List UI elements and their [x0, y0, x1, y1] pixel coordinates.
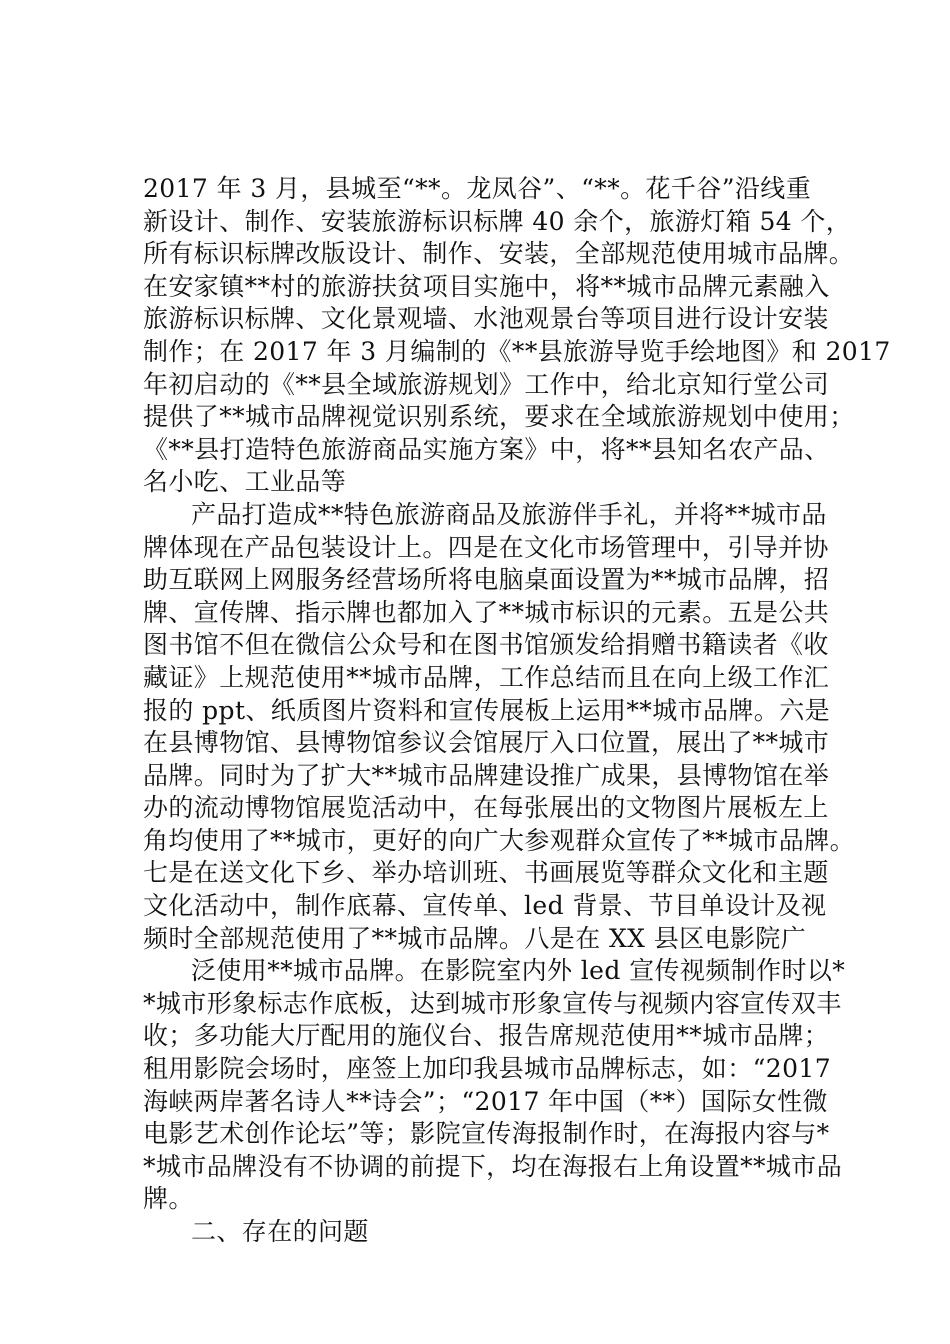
- text-line: 助互联网上网服务经营场所将电脑桌面设置为**城市品牌，招: [143, 565, 830, 595]
- text-line: 名小吃、工业品等: [143, 467, 347, 497]
- paragraph-p2: [143, 499, 856, 955]
- text-line: 报的 ppt、纸质图片资料和宣传展板上运用**城市品牌。六是: [143, 695, 831, 725]
- text-line: 牌、宣传牌、指示牌也都加入了**城市标识的元素。五是公共: [143, 597, 830, 627]
- paragraph-p1: [143, 173, 891, 499]
- text-line: 二、存在的问题: [191, 1217, 369, 1246]
- text-line: 藏证》上规范使用**城市品牌，工作总结而且在向上级工作汇: [143, 662, 830, 692]
- text-line: 年初启动的《**县全域旅游规划》工作中，给北京知行堂公司: [143, 369, 830, 399]
- text-line: 频时全部规范使用了**城市品牌。八是在 XX 县区电影院广: [143, 923, 807, 953]
- text-line: 电影艺术创作论坛”等；影院宣传海报制作时，在海报内容与*: [143, 1119, 830, 1149]
- document-body: [143, 173, 891, 1249]
- text-line: 制作；在 2017 年 3 月编制的《**县旅游导览手绘地图》和 2017: [143, 336, 891, 366]
- text-line: *城市品牌没有不协调的前提下，均在海报右上角设置**城市品: [143, 1151, 843, 1181]
- text-line: 角均使用了**城市，更好的向广大参观群众宣传了**城市品牌。: [143, 825, 856, 855]
- text-line: 在县博物馆、县博物馆参议会馆展厅入口位置，展出了**城市: [143, 728, 830, 758]
- text-line: 文化活动中，制作底幕、宣传单、led 背景、节目单设计及视: [143, 891, 827, 921]
- text-line: 2017 年 3 月，县城至“**。龙凤谷”、“**。花千谷”沿线重: [143, 174, 812, 203]
- text-line: *城市形象标志作底板，达到城市形象宣传与视频内容宣传双丰: [143, 988, 842, 1018]
- text-line: 旅游标识标牌、文化景观墙、水池观景台等项目进行设计安装: [143, 304, 829, 334]
- text-line: 图书馆不但在微信公众号和在图书馆颁发给捐赠书籍读者《收: [143, 630, 829, 660]
- text-line: 办的流动博物馆展览活动中，在每张展出的文物图片展板左上: [143, 793, 829, 823]
- text-line: 所有标识标牌改版设计、制作、安装，全部规范使用城市品牌。: [143, 239, 855, 269]
- text-line: 牌体现在产品包装设计上。四是在文化市场管理中，引导并协: [143, 532, 829, 562]
- paragraph-p4: [143, 1216, 833, 1249]
- text-line: 品牌。同时为了扩大**城市品牌建设推广成果，县博物馆在举: [143, 760, 830, 790]
- text-line: 《**县打造特色旅游商品实施方案》中，将**县知名农产品、: [143, 434, 830, 464]
- text-line: 泛使用**城市品牌。在影院室内外 led 宣传视频制作时以*: [191, 956, 846, 986]
- text-line: 租用影院会场时，座签上加印我县城市品牌标志，如：“2017: [143, 1054, 832, 1084]
- text-line: 收；多功能大厅配用的施仪台、报告席规范使用**城市品牌；: [143, 1021, 830, 1051]
- text-line: 牌。: [143, 1184, 194, 1214]
- text-line: 提供了**城市品牌视觉识别系统，要求在全域旅游规划中使用；: [143, 402, 855, 432]
- text-line: 在安家镇**村的旅游扶贫项目实施中，将**城市品牌元素融入: [143, 271, 830, 301]
- text-line: 海峡两岸著名诗人**诗会”；“2017 年中国（**）国际女性微: [143, 1086, 828, 1116]
- text-line: 产品打造成**特色旅游商品及旅游伴手礼，并将**城市品: [191, 499, 827, 529]
- paragraph-p3: [143, 955, 846, 1216]
- text-line: 新设计、制作、安装旅游标识标牌 40 余个，旅游灯箱 54 个，: [143, 206, 852, 236]
- text-line: 七是在送文化下乡、举办培训班、书画展览等群众文化和主题: [143, 858, 829, 888]
